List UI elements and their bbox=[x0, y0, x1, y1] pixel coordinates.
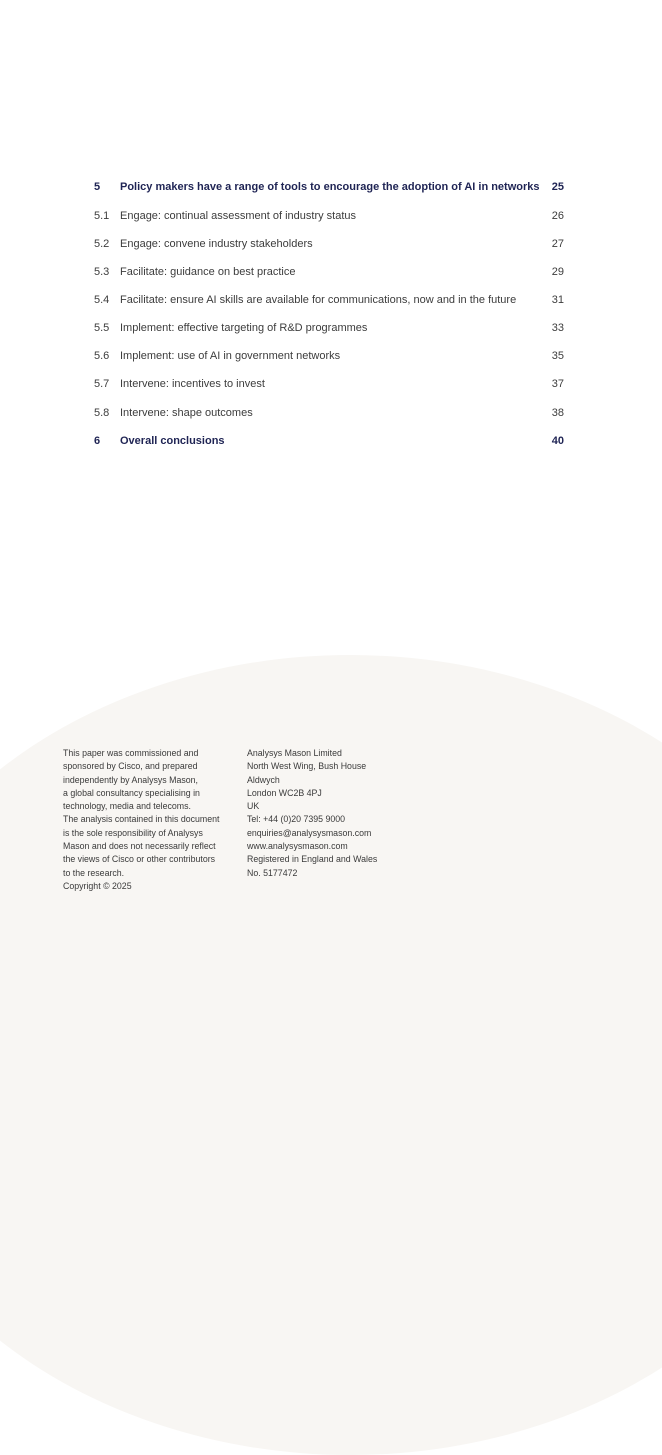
toc-section-6[interactable] bbox=[94, 435, 564, 453]
copyright: Copyright © 2025 bbox=[63, 880, 132, 891]
email-link[interactable]: enquiries@analysysmason.com bbox=[247, 827, 372, 838]
registration-line: Registered in England and Wales bbox=[247, 854, 378, 865]
toc-number: 5.6 bbox=[94, 350, 110, 362]
statement-line: to the research. bbox=[63, 867, 125, 878]
toc-number: 5.1 bbox=[94, 210, 110, 222]
toc-number: 5 bbox=[94, 181, 101, 193]
statement-line: independently by Analysys Mason, bbox=[63, 774, 198, 785]
commission-statement bbox=[63, 747, 219, 893]
toc-title: Intervene: shape outcomes bbox=[120, 407, 253, 419]
toc-title: Implement: use of AI in government networks bbox=[120, 350, 341, 362]
phone-number: Tel: +44 (0)20 7395 9000 bbox=[247, 814, 346, 825]
statement-line: sponsored by Cisco, and prepared bbox=[63, 761, 198, 772]
toc-page: 38 bbox=[551, 407, 564, 419]
company-name: Analysys Mason Limited bbox=[247, 748, 342, 758]
toc-page: 27 bbox=[551, 238, 564, 250]
toc-section-5-6[interactable] bbox=[94, 350, 564, 368]
toc-number: 5.4 bbox=[94, 294, 110, 306]
toc-section-5-7[interactable] bbox=[94, 378, 564, 396]
toc-page: 29 bbox=[551, 266, 564, 278]
toc-number: 5.2 bbox=[94, 238, 110, 250]
statement-line: a global consultancy specialising in bbox=[63, 787, 200, 798]
toc-title: Facilitate: ensure AI skills are available for communications, now and in the future bbox=[120, 294, 517, 306]
toc-number: 5.5 bbox=[94, 322, 110, 334]
toc-page: 26 bbox=[551, 210, 564, 222]
toc-number: 5.8 bbox=[94, 407, 110, 419]
toc-page: 25 bbox=[551, 181, 564, 193]
statement-line: The analysis contained in this document bbox=[63, 814, 220, 825]
statement-line: the views of Cisco or other contributors bbox=[63, 854, 216, 865]
toc-number: 5.7 bbox=[94, 378, 110, 390]
address-line: London WC2B 4PJ bbox=[247, 787, 322, 798]
toc-title: Implement: effective targeting of R&D programmes bbox=[120, 322, 368, 334]
toc-title: Policy makers have a range of tools to encourage the adoption of AI in networks bbox=[120, 181, 540, 193]
toc-page: 31 bbox=[551, 294, 564, 306]
toc-page: 37 bbox=[551, 378, 564, 390]
address-line: North West Wing, Bush House bbox=[247, 761, 367, 772]
toc-section-5[interactable] bbox=[94, 181, 564, 199]
address-line: UK bbox=[247, 801, 260, 812]
statement-line: technology, media and telecoms. bbox=[63, 801, 191, 812]
toc-section-5-4[interactable] bbox=[94, 294, 564, 312]
statement-line: This paper was commissioned and bbox=[63, 748, 199, 758]
toc-title: Engage: continual assessment of industry status bbox=[120, 210, 357, 222]
toc-section-5-8[interactable] bbox=[94, 407, 564, 425]
toc-number: 6 bbox=[94, 435, 101, 447]
statement-line: is the sole responsibility of Analysys bbox=[63, 827, 203, 838]
toc-section-5-3[interactable] bbox=[94, 266, 564, 284]
company-address bbox=[247, 747, 377, 880]
toc-page: 33 bbox=[551, 322, 564, 334]
toc-title: Engage: convene industry stakeholders bbox=[120, 238, 313, 250]
website-link[interactable]: www.analysysmason.com bbox=[247, 841, 348, 852]
toc-title: Intervene: incentives to invest bbox=[120, 378, 265, 390]
toc-section-5-1[interactable] bbox=[94, 210, 564, 228]
address-line: Aldwych bbox=[247, 774, 280, 785]
toc-number: 5.3 bbox=[94, 266, 110, 278]
toc-title: Facilitate: guidance on best practice bbox=[120, 266, 296, 278]
toc-title: Overall conclusions bbox=[120, 435, 225, 447]
toc-section-5-2[interactable] bbox=[94, 238, 564, 256]
statement-line: Mason and does not necessarily reflect bbox=[63, 841, 216, 852]
toc-page: 40 bbox=[551, 435, 564, 447]
company-number: No. 5177472 bbox=[247, 867, 298, 878]
toc-section-5-5[interactable] bbox=[94, 322, 564, 340]
toc-page: 35 bbox=[551, 350, 564, 362]
